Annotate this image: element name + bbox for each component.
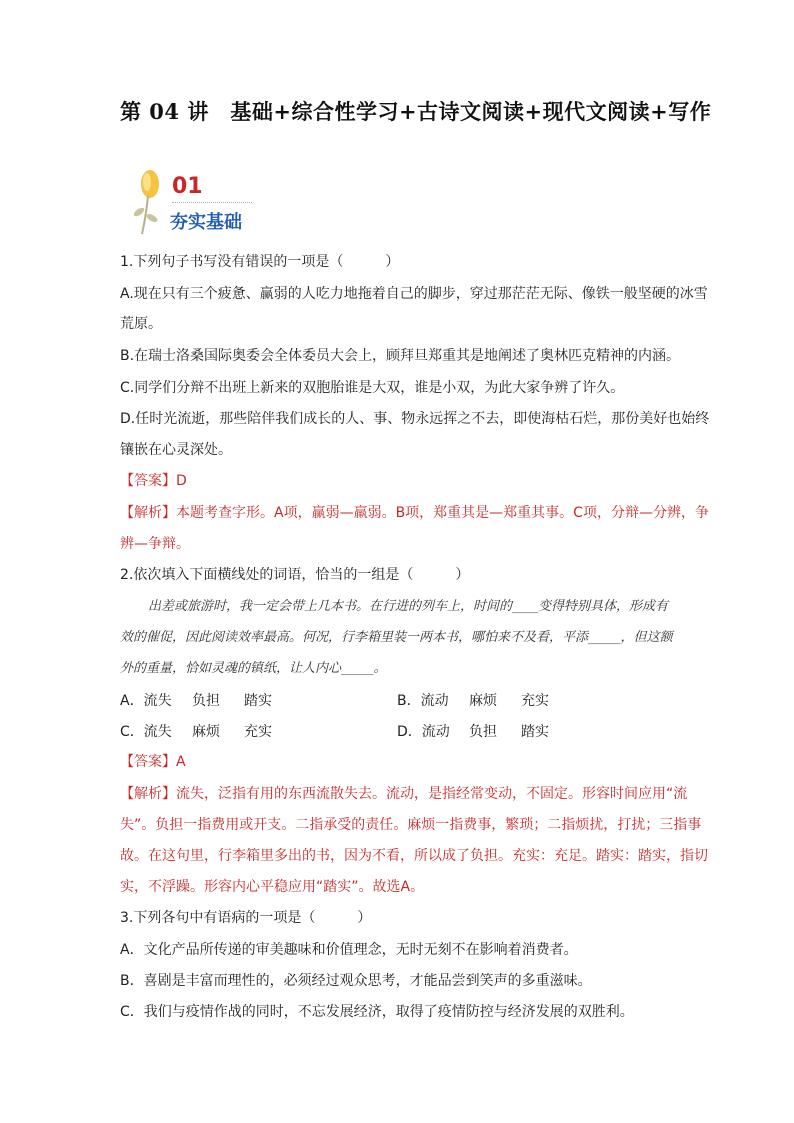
q2-passage-line1: 出差或旅游时，我一定会带上几本书。在行进的列车上，时间的____变得特别具体，形成有 xyxy=(148,599,669,614)
answer-value: A xyxy=(176,754,186,770)
answer-label: 【答案】 xyxy=(120,754,176,770)
q1-option-a-line1: A.现在只有三个疲惫、赢弱的人吃力地拖着自己的脚步，穿过那茫茫无际、像铁一般坚硬的冰雪 xyxy=(120,286,708,302)
analysis-label: 【解析】 xyxy=(120,786,176,802)
q3-stem: 3.下列各句中有语病的一项是（ ） xyxy=(120,910,372,926)
section-divider xyxy=(172,202,252,203)
q2-option-d: D．流动 负担 踏实 xyxy=(397,724,549,740)
section-badge xyxy=(130,168,350,240)
analysis-text: 流失，泛指有用的东西流散失去。流动，是指经常变动，不固定。形容时间应用“流 xyxy=(176,786,688,802)
analysis-text: 本题考查字形。A项，赢弱—羸弱。B项，郑重其是—郑重其事。C项，分辩—分辨，争 xyxy=(176,505,709,521)
q1-option-c: C.同学们分辩不出班上新来的双胞胎谁是大双，谁是小双，为此大家争辨了许久。 xyxy=(120,380,625,396)
q1-option-b: B.在瑞士洛桑国际奥委会全体委员大会上，顾拜旦郑重其是地阐述了奥林匹克精神的内涵。 xyxy=(120,348,681,364)
lesson-title: 第 04 讲 基础+综合性学习+古诗文阅读+现代文阅读+写作 xyxy=(120,99,712,124)
section-number: 01 xyxy=(172,174,203,199)
q1-stem: 1.下列句子书写没有错误的一项是（ ） xyxy=(120,254,400,270)
q2-passage-line2: 效的催促，因此阅读效率最高。何况，行李箱里装一两本书，哪怕来不及看，平添_____，但这额 xyxy=(120,630,673,645)
q2-option-a: A．流失 负担 踏实 xyxy=(120,693,272,709)
q2-analysis-line2: 失”。负担一指费用或开支。二指承受的责任。麻烦一指费事，繁琐；二指烦扰，打扰；三指事 xyxy=(120,817,702,833)
q2-analysis-line4: 实，不浮躁。形容内心平稳应用“踏实”。故选A。 xyxy=(120,879,425,895)
q3-option-a: A．文化产品所传递的审美趣味和价值理念，无时无刻不在影响着消费者。 xyxy=(120,942,578,958)
section-name: 夯实基础 xyxy=(170,212,242,233)
q2-option-c: C．流失 麻烦 充实 xyxy=(120,724,272,740)
q3-option-b: B．喜剧是丰富而理性的，必须经过观众思考，才能品尝到笑声的多重滋味。 xyxy=(120,973,592,989)
q1-answer xyxy=(120,471,720,491)
q1-option-d-line2: 镶嵌在心灵深处。 xyxy=(120,442,232,458)
q2-stem: 2.依次填入下面横线处的词语，恰当的一组是（ ） xyxy=(120,567,470,583)
q1-analysis-line1 xyxy=(120,503,720,523)
q2-option-b: B．流动 麻烦 充实 xyxy=(397,693,549,709)
q2-passage-line3: 外的重量，恰如灵魂的镇纸，让人内心_____。 xyxy=(120,661,387,676)
answer-value: D xyxy=(176,473,187,489)
wheat-leaf-icon xyxy=(130,168,166,236)
q1-option-a-line2: 荒原。 xyxy=(120,316,162,332)
q3-option-c: C．我们与疫情作战的同时，不忘发展经济，取得了疫情防控与经济发展的双胜利。 xyxy=(120,1004,634,1020)
q1-analysis-line2: 辨—争辩。 xyxy=(120,536,190,552)
analysis-label: 【解析】 xyxy=(120,505,176,521)
q2-answer xyxy=(120,752,720,772)
answer-label: 【答案】 xyxy=(120,473,176,489)
q2-analysis-line1 xyxy=(120,784,720,804)
q1-option-d-line1: D.任时光流逝，那些陪伴我们成长的人、事、物永远挥之不去，即使海枯石烂，那份美好也始终 xyxy=(120,411,710,427)
q2-analysis-line3: 故。在这句里，行李箱里多出的书，因为不看，所以成了负担。充实：充足。踏实：踏实，指切 xyxy=(120,848,708,864)
